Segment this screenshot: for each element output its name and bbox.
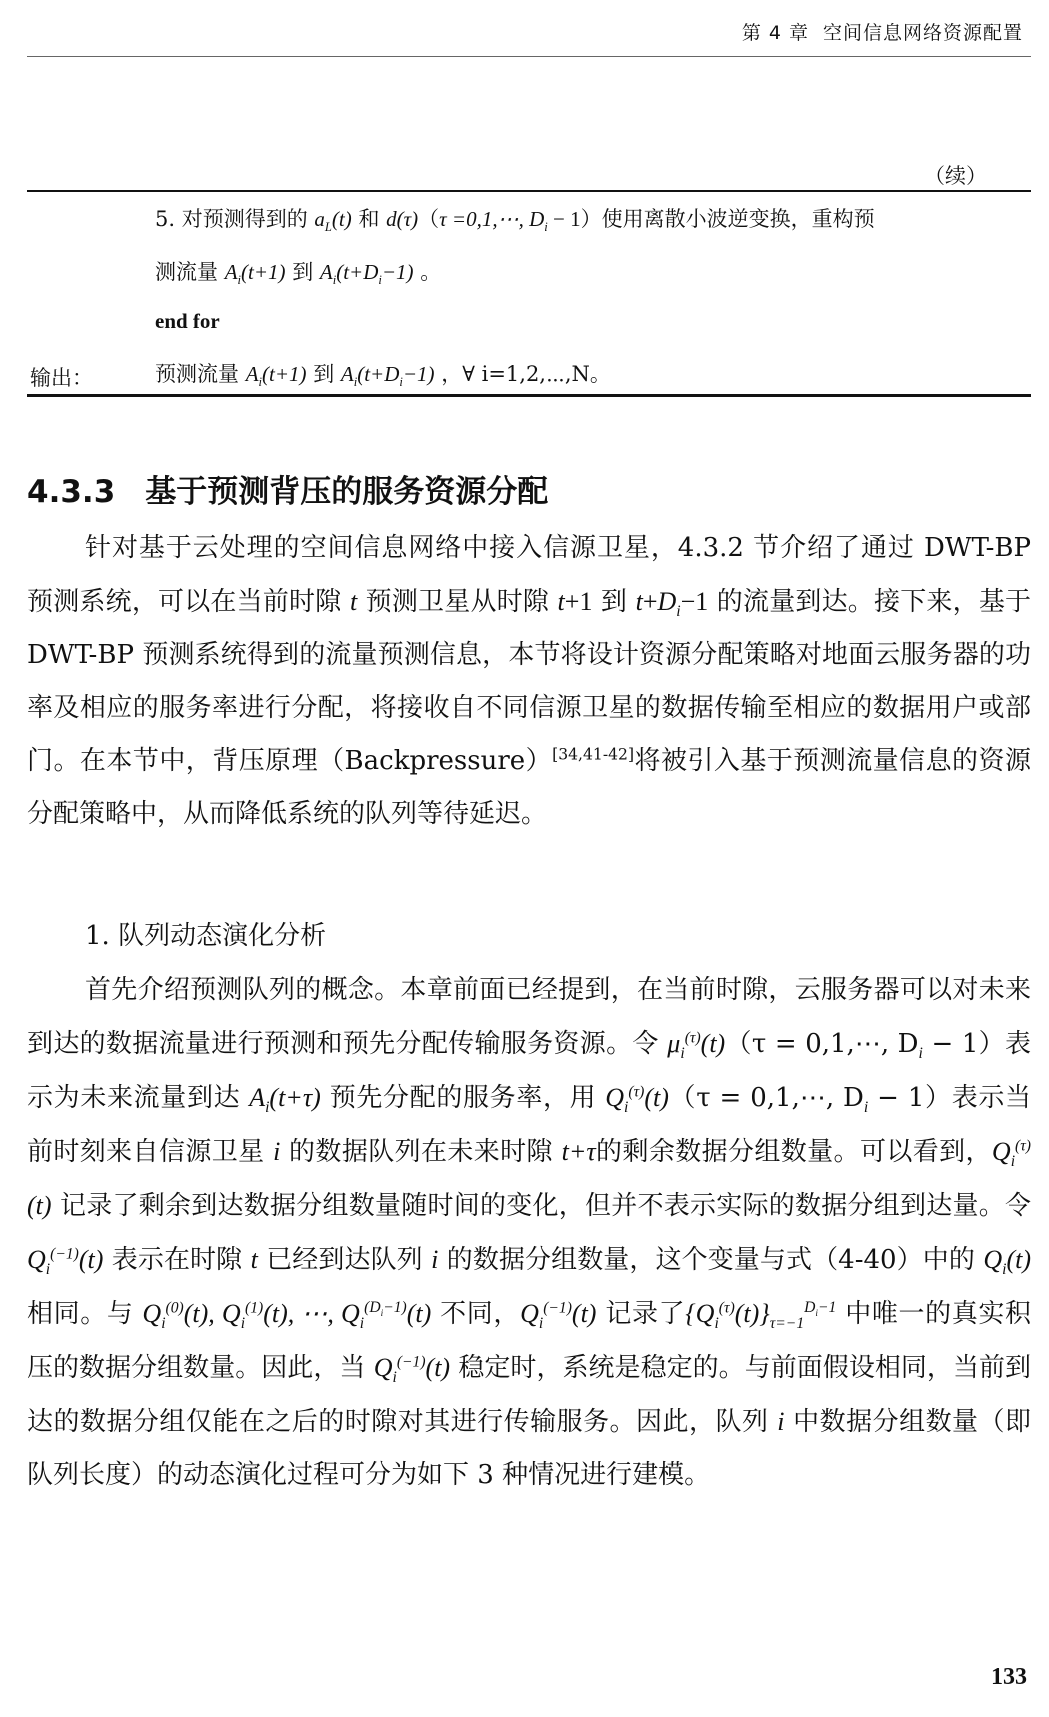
section-heading	[27, 466, 548, 511]
formula-d-tau: d(τ)	[386, 207, 419, 231]
formula-output-Ai-tDi: $A_i(t+D_i-1)$	[340, 362, 435, 390]
header-title: 空间信息网络资源配置	[822, 22, 1023, 44]
algorithm-output-line: 预测流量 $A_i(t+1)$ 到 $A_i(t+D_i-1)$ ，∀ i=1,2,⋯,N。	[155, 362, 611, 390]
algorithm-end-for: end for	[155, 309, 220, 333]
subheading-queue-analysis: 1. 队列动态演化分析	[85, 921, 327, 951]
citation: [34,41-42]	[552, 745, 635, 764]
page-number: 133	[991, 1664, 1027, 1690]
formula-Ai-tDi: $A_i(t+D_i-1)$	[319, 260, 414, 288]
algorithm-top-rule	[27, 190, 1031, 192]
formula-output-Ai-t1: $A_i(t+1)$	[245, 362, 307, 390]
header-rule	[27, 56, 1031, 57]
formula-aL: $a_L(t)$	[314, 207, 352, 235]
running-header	[742, 18, 1023, 45]
paragraph-1: 针对基于云处理的空间信息网络中接入信源卫星，4.3.2 节介绍了通过 DWT-BP 预测系统，可以在当前时隙 t 预测卫星从时隙 t+1 到 $t+D_i-1$ 的流量到达。接下来，基于 DWT-BP 预测系统得到的流量预测信息，本节将设计资源分配策略对地面云服务器的功率及相应的服务率进行分配，将接收自不同信源卫星的数据传输至相应的数据用户或部门。在本节中，背压原理（Backpressure）[34,41-42]将被引入基于预测流量信息的资源分配策略中，从而降低系统的队列等待延迟。	[27, 533, 1032, 829]
section-title: 基于预测背压的服务资源分配	[145, 474, 549, 510]
algorithm-bottom-rule	[27, 394, 1031, 397]
algorithm-output-label: 输出：	[30, 366, 93, 390]
table-continued-label: （续）	[924, 164, 987, 188]
algorithm-step5-line2: 测流量 $A_i(t+1)$ 到 $A_i(t+D_i-1)$ 。	[155, 260, 442, 288]
section-number: 4.3.3	[27, 474, 116, 510]
algorithm-step5-line1: 5. 对预测得到的 $a_L(t)$ 和 d(τ)（τ =0,1,⋯, $D_i - 1$）使用离散小波逆变换，重构预	[155, 207, 875, 235]
formula-Ai-t1: $A_i(t+1)$	[224, 260, 286, 288]
header-chapter: 第 4 章	[741, 22, 809, 44]
paragraph-2: 首先介绍预测队列的概念。本章前面已经提到，在当前时隙，云服务器可以对未来到达的数据流量进行预测和预先分配传输服务资源。令 $\mu_i^{(\tau)}(t)(\tau$ = 0,1,⋯, $D_i - 1$）表示为未来流量到达 $A_i(t+\tau)$ 预先分配的服务率，用 $Q_i^{(\tau)}(t)(\tau$ = 0,1,⋯, $D_i - 1$）表示当前时刻来自信源卫星 i 的数据队列在未来时隙 t+τ的剩余数据分组数量。可以看到，$Q_i^{(\tau)}(t)$ 记录了剩余到达数据分组数量随时间的变化，但并不表示实际的数据分组到达量。令 $Q_i^{(-1)}(t)$ 表示在时隙 t 已经到达队列 i 的数据分组数量，这个变量与式（4-40）中的 $Q_i(t)$ 相同。与 $Q_i^{(0)}(t)$, $Q_i^{(1)}(t)$, ⋯, $Q_i^{(D_i-1)}(t)$ 不同，$Q_i^{(-1)}(t)$ 记录了$\{Q_i^{(\tau)}(t)\}_{\tau=-1}^{D_i-1}$ 中唯一的真实积压的数据分组数量。因此，当 $Q_i^{(-1)}(t)$ 稳定时，系统是稳定的。与前面假设相同，当前到达的数据分组仅能在之后的时隙对其进行传输服务。因此，队列 i 中数据分组数量（即队列长度）的动态演化过程可分为如下 3 种情况进行建模。	[27, 975, 1032, 1490]
